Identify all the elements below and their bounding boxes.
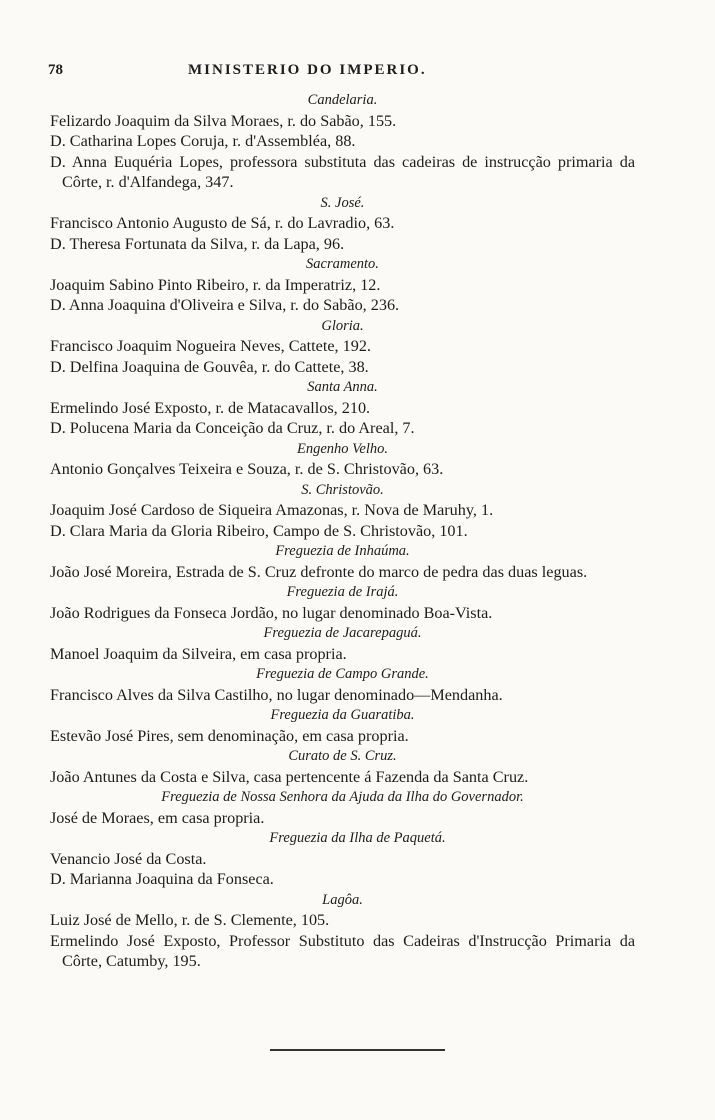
entry: D. Anna Joaquina d'Oliveira e Silva, r. do Sabão, 236. [50, 296, 400, 314]
section-jacarepagua [50, 623, 635, 664]
entry: Luiz José de Mello, r. de S. Clemente, 105. [50, 911, 330, 929]
section-campo-grande [50, 664, 635, 705]
entry: Antonio Gonçalves Teixeira e Souza, r. de S. Christovão, 63. [50, 460, 444, 478]
entry: D. Anna Euquéria Lopes, professora substituta das cadeiras de instrucção primaria da Côrte, r. d'Alfandega, 347. [50, 152, 635, 191]
section-inhauma [50, 541, 635, 582]
section-s-jose [50, 193, 635, 255]
page-number: 78 [48, 62, 63, 78]
page-header [48, 62, 648, 84]
section-sacramento [50, 254, 635, 316]
entry: João Antunes da Costa e Silva, casa pertencente á Fazenda da Santa Cruz. [50, 767, 529, 786]
entry: D. Marianna Joaquina da Fonseca. [50, 870, 274, 888]
section-heading: Curato de S. Cruz. [288, 748, 397, 764]
closing-rule [270, 1049, 445, 1051]
main-content [50, 90, 635, 972]
entry: Francisco Antonio Augusto de Sá, r. do Lavradio, 63. [50, 214, 395, 232]
section-gloria [50, 316, 635, 378]
section-engenho-velho [50, 439, 635, 480]
entry: Manoel Joaquim da Silveira, em casa propria. [50, 644, 347, 663]
section-heading: Freguezia de Nossa Senhora da Ajuda da Ilha do Governador. [161, 789, 524, 805]
entry: João Rodrigues da Fonseca Jordão, no lugar denominado Boa-Vista. [50, 603, 493, 622]
section-heading: Freguezia de Inhaúma. [275, 543, 410, 559]
entry: Venancio José da Costa. [50, 849, 207, 868]
section-lagoa [50, 890, 635, 972]
entry: D. Delfina Joaquina de Gouvêa, r. do Cattete, 38. [50, 357, 369, 376]
entry: Ermelindo José Exposto, r. de Matacavallos, 210. [50, 398, 371, 417]
entry: D. Theresa Fortunata da Silva, r. da Lapa, 96. [50, 234, 345, 253]
section-santa-cruz [50, 746, 635, 787]
entry: João José Moreira, Estrada de S. Cruz defronte do marco de pedra das duas leguas. [50, 562, 588, 581]
entry: José de Moraes, em casa propria. [50, 808, 265, 827]
entry: D. Catharina Lopes Coruja, r. d'Assembléa, 88. [50, 132, 356, 150]
section-heading: Engenho Velho. [296, 440, 388, 457]
section-santa-anna [50, 377, 635, 439]
section-heading: Freguezia de Jacarepaguá. [263, 625, 422, 641]
entry: Felizardo Joaquim da Silva Moraes, r. do Sabão, 155. [50, 111, 397, 130]
entry: D. Polucena Maria da Conceição da Cruz, r. do Areal, 7. [50, 419, 415, 437]
section-heading: Lagôa. [322, 891, 363, 908]
entry: Francisco Alves da Silva Castilho, no lugar denominado—Mendanha. [50, 685, 503, 704]
entry: Joaquim Sabino Pinto Ribeiro, r. da Imperatriz, 12. [50, 275, 381, 294]
section-heading: Freguezia da Ilha de Paquetá. [269, 830, 446, 846]
section-heading: Freguezia da Guaratiba. [270, 707, 415, 723]
section-ilha-do-governador [50, 787, 635, 828]
section-guaratiba [50, 705, 635, 746]
section-heading: S. José. [320, 194, 365, 211]
entry: Estevão José Pires, sem denominação, em casa propria. [50, 726, 409, 745]
section-heading: Freguezia de Irajá. [286, 584, 399, 600]
section-heading: Candelaria. [307, 92, 378, 108]
running-title: MINISTERIO DO IMPERIO. [188, 62, 427, 78]
section-heading: Gloria. [321, 317, 364, 334]
section-paqueta [50, 828, 635, 890]
section-heading: Freguezia de Campo Grande. [256, 666, 429, 682]
section-heading: S. Christovão. [301, 481, 384, 498]
entry: Joaquim José Cardoso de Siqueira Amazonas, r. Nova de Maruhy, 1. [50, 501, 494, 519]
entry: Francisco Joaquim Nogueira Neves, Cattete, 192. [50, 337, 371, 355]
section-s-christovao [50, 480, 635, 542]
section-heading: Sacramento. [306, 256, 379, 272]
entry: D. Clara Maria da Gloria Ribeiro, Campo de S. Christovão, 101. [50, 521, 468, 540]
section-heading: Santa Anna. [307, 379, 378, 395]
section-candelaria [50, 90, 635, 193]
entry: Ermelindo José Exposto, Professor Substituto das Cadeiras d'Instrucção Primaria da Côrte, Catumby, 195. [50, 931, 635, 970]
section-iraja [50, 582, 635, 623]
